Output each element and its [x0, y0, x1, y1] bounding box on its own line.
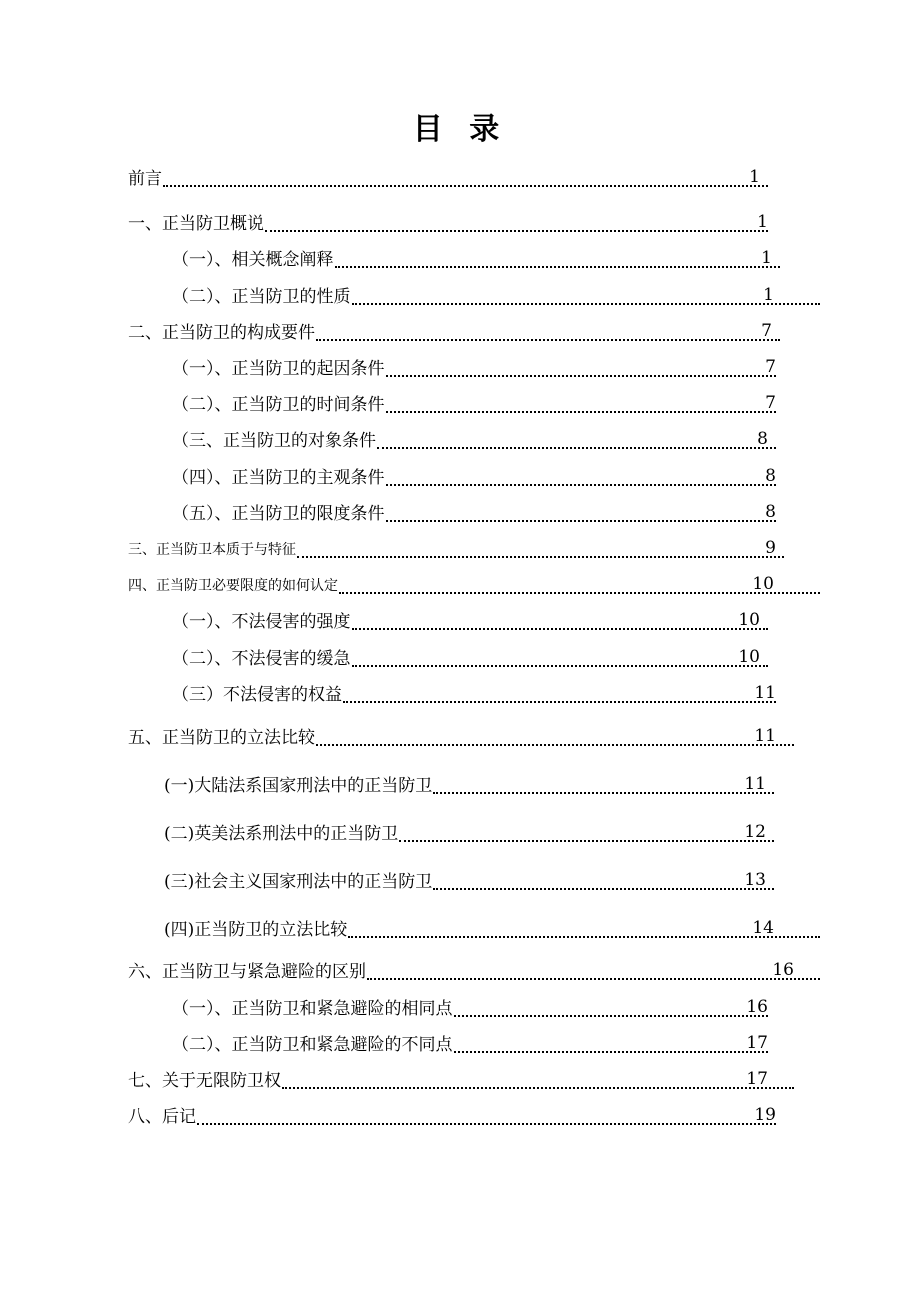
toc-entry-page: 10: [738, 647, 760, 667]
toc-entry[interactable]: [172, 392, 776, 416]
toc-entry[interactable]: [128, 320, 780, 344]
toc-entry-page: 7: [765, 393, 776, 413]
toc-entry-label: （三、正当防卫的对象条件: [172, 431, 376, 451]
dot-leader: [297, 555, 784, 558]
toc-entry-page: 11: [744, 774, 766, 794]
toc-entry-page: 16: [746, 997, 768, 1017]
toc-entry-label: （二）、正当防卫的性质: [172, 287, 351, 307]
toc-entry-page: 16: [772, 960, 794, 980]
dot-leader: [348, 935, 820, 938]
toc-entry-page: 19: [754, 1105, 776, 1125]
toc-entry[interactable]: [128, 537, 784, 561]
dot-leader: [197, 1122, 776, 1125]
dot-leader: [386, 410, 777, 413]
toc-entry[interactable]: [172, 428, 776, 452]
toc-entry-label: （二）、正当防卫的时间条件: [172, 395, 385, 415]
toc-entry-page: 1: [757, 212, 768, 232]
toc-entry-page: 7: [761, 321, 772, 341]
dot-leader: [367, 977, 820, 980]
dot-leader: [316, 338, 780, 341]
toc-entry-label: (四)正当防卫的立法比较: [164, 920, 348, 940]
toc-entry[interactable]: [172, 996, 768, 1020]
toc-entry-page: 12: [744, 822, 766, 842]
toc-entry[interactable]: [128, 166, 768, 190]
toc-entry-page: 11: [754, 683, 776, 703]
toc-entry[interactable]: [172, 501, 776, 525]
toc-entry-label: 七、关于无限防卫权: [128, 1071, 281, 1091]
toc-entry-label: （一）、正当防卫和紧急避险的相同点: [172, 999, 453, 1019]
toc-title: 目 录: [412, 112, 508, 147]
dot-leader: [335, 265, 781, 268]
toc-entry-label: (三)社会主义国家刑法中的正当防卫: [164, 872, 433, 892]
toc-entry-label: 八、后记: [128, 1107, 196, 1127]
dot-leader: [352, 627, 769, 630]
toc-entry[interactable]: [164, 917, 820, 941]
dot-leader: [433, 791, 774, 794]
toc-entry-label: 五、正当防卫的立法比较: [128, 728, 315, 748]
toc-entry-page: 8: [765, 466, 776, 486]
toc-entry-label: 六、正当防卫与紧急避险的区别: [128, 962, 366, 982]
toc-entry[interactable]: [172, 284, 820, 308]
dot-leader: [399, 839, 774, 842]
toc-entry-label: (一)大陆法系国家刑法中的正当防卫: [164, 776, 433, 796]
toc-entry-page: 11: [754, 726, 776, 746]
dot-leader: [163, 184, 768, 187]
dot-leader: [386, 374, 777, 377]
dot-leader: [343, 700, 776, 703]
toc-entry-page: 8: [757, 429, 768, 449]
toc-entry[interactable]: [128, 1068, 794, 1092]
toc-entry-label: 二、正当防卫的构成要件: [128, 323, 315, 343]
toc-entry-page: 8: [765, 502, 776, 522]
toc-entry-label: 三、正当防卫本质于与特征: [128, 542, 296, 558]
toc-entry-page: 10: [752, 574, 774, 594]
toc-entry[interactable]: [172, 609, 768, 633]
toc-entry-page: 17: [746, 1033, 768, 1053]
toc-entry[interactable]: [172, 356, 776, 380]
dot-leader: [454, 1014, 769, 1017]
toc-entry[interactable]: [164, 821, 774, 845]
dot-leader: [386, 483, 777, 486]
toc-entry-page: 13: [744, 870, 766, 890]
toc-entry[interactable]: [172, 247, 780, 271]
dot-leader: [265, 229, 768, 232]
toc-entry[interactable]: [128, 959, 820, 983]
toc-entry-label: （二）、正当防卫和紧急避险的不同点: [172, 1035, 453, 1055]
toc-entry-label: （一）、不法侵害的强度: [172, 612, 351, 632]
toc-entry-label: （四）、正当防卫的主观条件: [172, 468, 385, 488]
toc-entry-label: 一、正当防卫概说: [128, 214, 264, 234]
toc-entry-page: 1: [761, 248, 772, 268]
toc-entry-page: 17: [746, 1069, 768, 1089]
toc-entry[interactable]: [172, 646, 768, 670]
toc-entry[interactable]: [128, 1104, 776, 1128]
toc-entry-page: 14: [752, 918, 774, 938]
dot-leader: [282, 1086, 794, 1089]
dot-leader: [339, 591, 820, 594]
dot-leader: [377, 446, 776, 449]
toc-entry-label: 四、正当防卫必要限度的如何认定: [128, 578, 338, 594]
dot-leader: [316, 743, 794, 746]
toc-entry[interactable]: [128, 573, 820, 597]
toc-entry[interactable]: [172, 682, 776, 706]
toc-entry-label: 前言: [128, 169, 162, 189]
toc-entry-page: 10: [738, 610, 760, 630]
toc-entry-page: 7: [765, 357, 776, 377]
toc-entry-label: （三）不法侵害的权益: [172, 685, 342, 705]
toc-entry-label: （一）、正当防卫的起因条件: [172, 359, 385, 379]
toc-entry[interactable]: [128, 725, 794, 749]
toc-entry-label: （一）、相关概念阐释: [172, 250, 334, 270]
dot-leader: [454, 1050, 769, 1053]
toc-entry-label: (二)英美法系刑法中的正当防卫: [164, 824, 399, 844]
toc-entry[interactable]: [172, 1032, 768, 1056]
dot-leader: [433, 887, 774, 890]
toc-entry-label: （二）、不法侵害的缓急: [172, 649, 351, 669]
toc-entry-label: （五）、正当防卫的限度条件: [172, 504, 385, 524]
toc-entry[interactable]: [128, 211, 768, 235]
toc-entry[interactable]: [164, 773, 774, 797]
dot-leader: [352, 664, 769, 667]
toc-entry-page: 1: [749, 167, 760, 187]
toc-entry-page: 1: [763, 285, 774, 305]
dot-leader: [386, 519, 777, 522]
toc-entry-page: 9: [765, 538, 776, 558]
toc-entry[interactable]: [164, 869, 774, 893]
dot-leader: [352, 302, 821, 305]
toc-entry[interactable]: [172, 465, 776, 489]
